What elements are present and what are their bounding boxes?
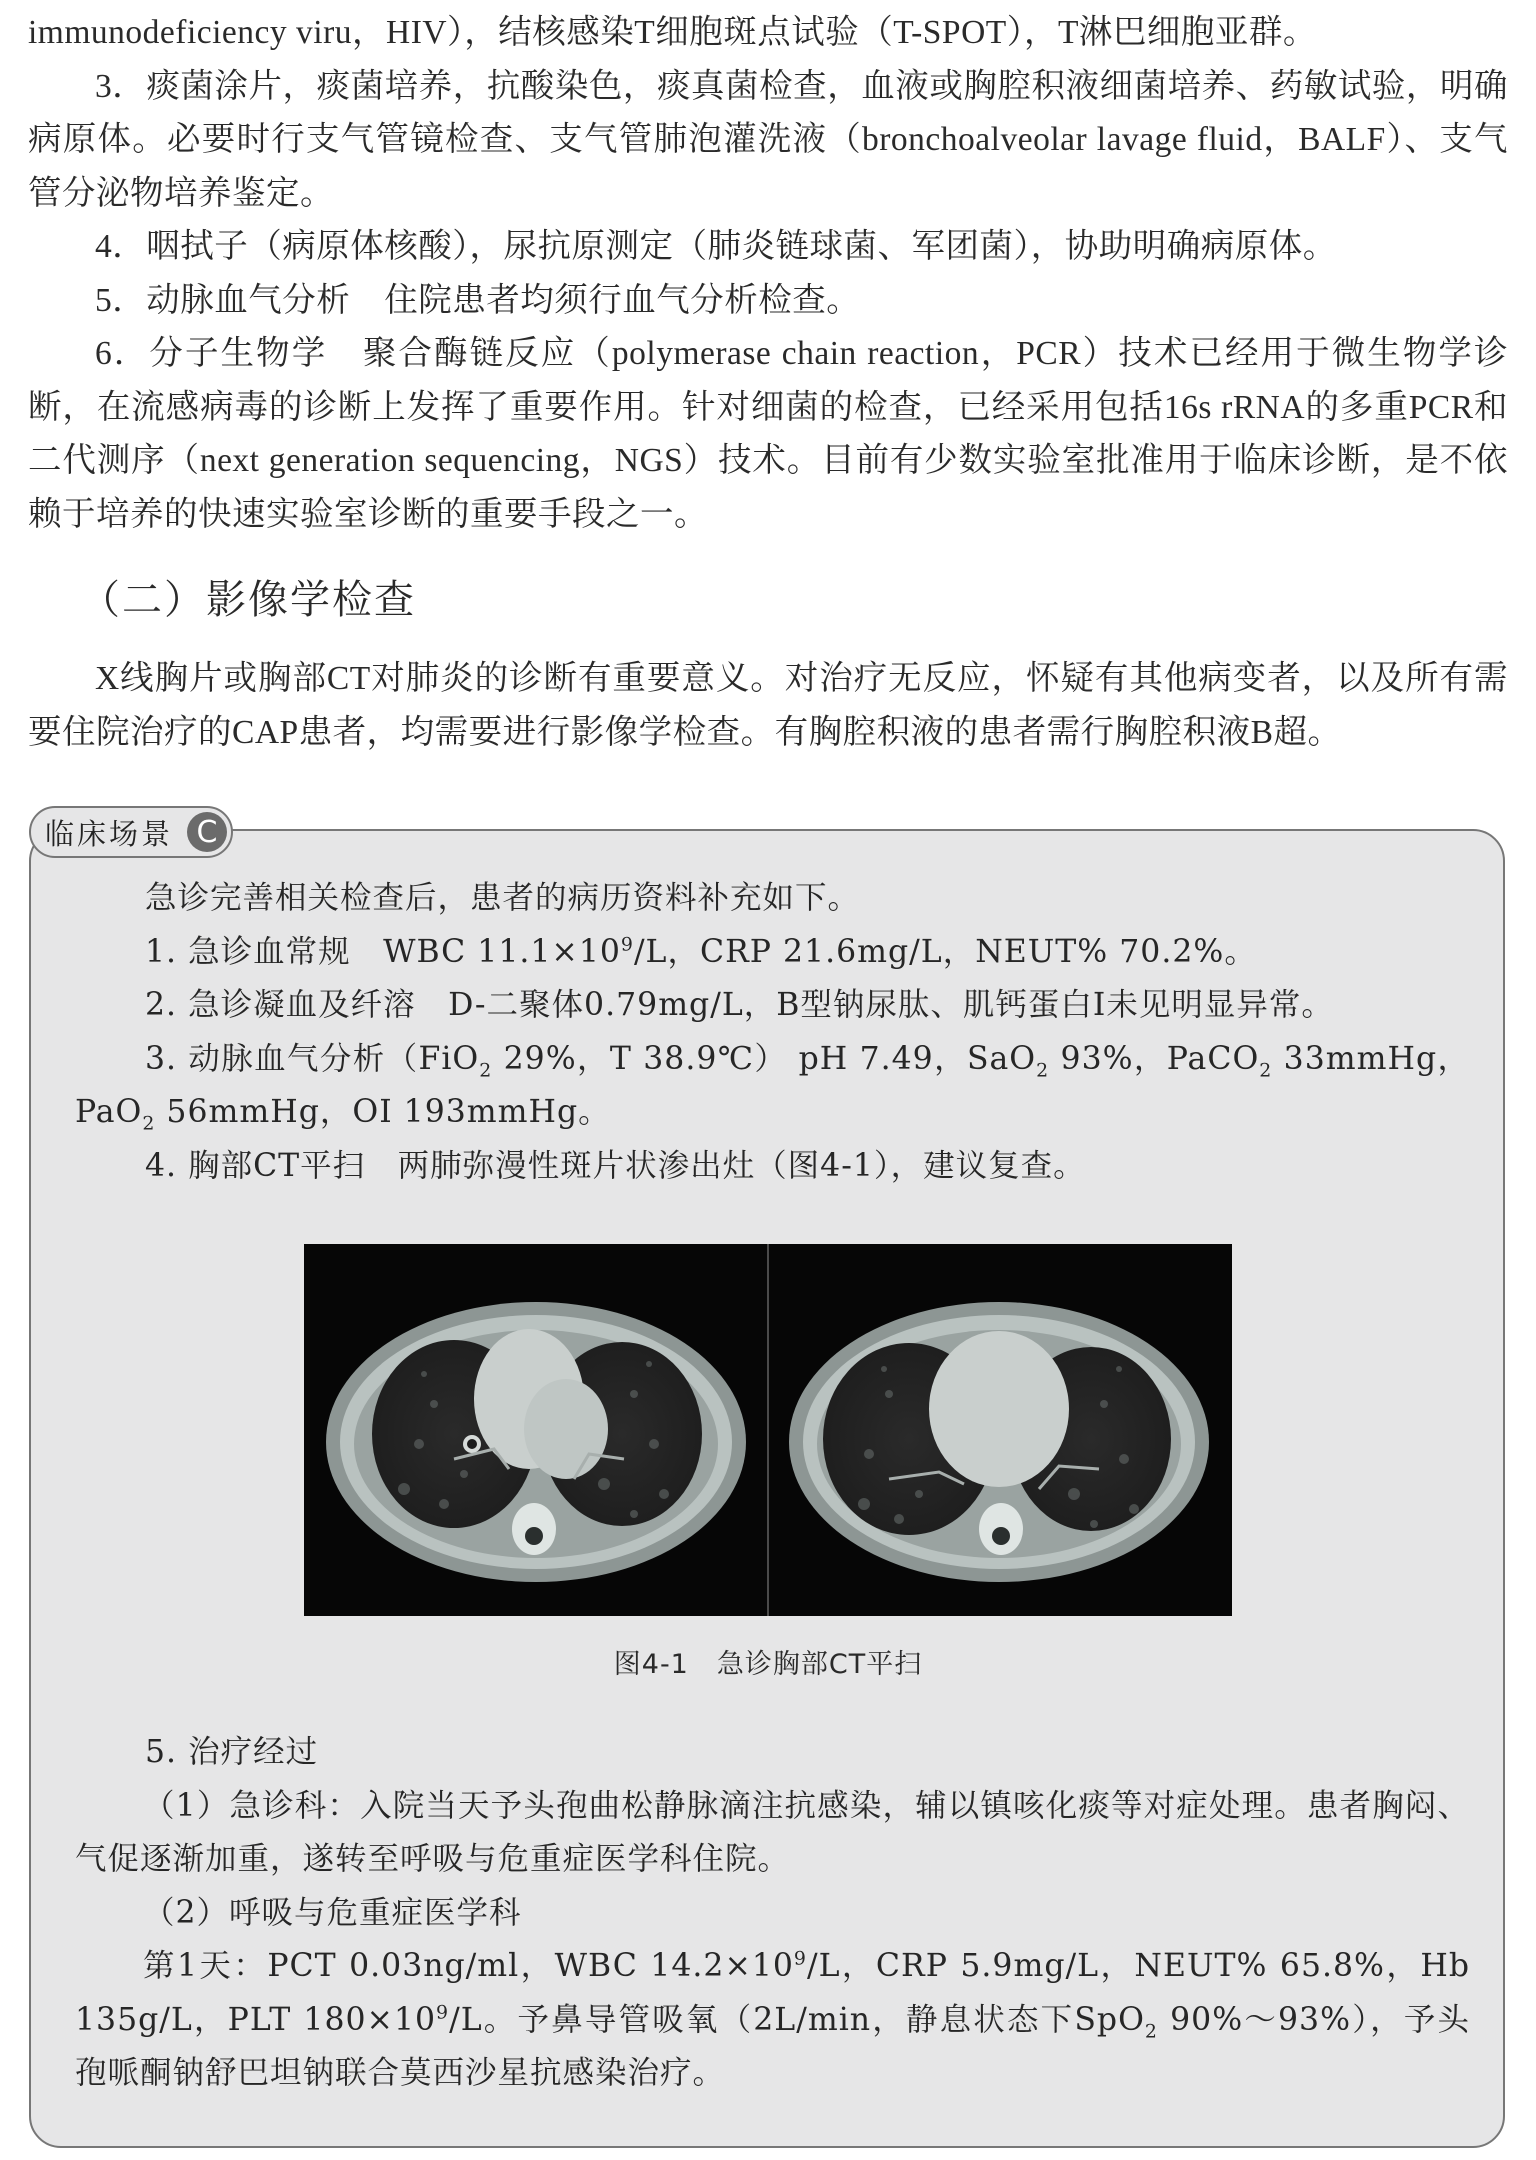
scenario-day-1: 第1天：PCT 0.03ng/ml，WBC $14.2\times 10^9/L$，CRP 5.9mg/L，NEUT% 65.8%，Hb 135g/L，PLT $180\times 10^9/L$。予鼻导管吸氧（2L/min，静息状态下SpO$_2$ 90%～93%），予头孢哌酮钠舒巴坦钠联合莫西沙星抗感染治疗。 [75, 1947, 1471, 2091]
scenario-item-3: 3. 动脉血气分析（FiO$_2$ 29%，T 38.9℃） pH 7.49，SaO$_2$ 93%，PaCO$_2$ 33mmHg，PaO$_2$ 56mmHg，OI 193mmHg。 [75, 1040, 1471, 1135]
scenario-tab [29, 806, 233, 858]
scenario-intro: 急诊完善相关检查后，患者的病历资料补充如下。 [145, 880, 861, 916]
paragraph-item-4: 4．咽拭子（病原体核酸），尿抗原测定（肺炎链球菌、军团菌），协助明确病原体。 [95, 228, 1337, 265]
imaging-paragraph: X线胸片或胸部CT对肺炎的诊断有重要意义。对治疗无反应，怀疑有其他病变者，以及所有需要住院治疗的CAP患者，均需要进行影像学检查。有胸腔积液的患者需行胸腔积液B超。 [28, 660, 1508, 751]
scenario-item-4: 4. 胸部CT平扫 两肺弥漫性斑片状渗出灶（图4-1），建议复查。 [145, 1147, 1086, 1184]
ct-scan-figure [304, 1244, 1232, 1616]
section-heading: （二）影像学检查 [80, 577, 416, 623]
scenario-item-5-2-title: （2）呼吸与危重症医学科 [143, 1894, 522, 1931]
ct-image-left [304, 1244, 767, 1616]
scenario-item-5-title: 5. 治疗经过 [145, 1734, 319, 1770]
paragraph-hiv: immunodeficiency viru，HIV），结核感染T细胞斑点试验（T-SPOT），T淋巴细胞亚群。 [28, 14, 1317, 51]
ct-scan-left [304, 1244, 767, 1616]
scenario-text-upper [75, 872, 1470, 1193]
imaging-paragraph-block [28, 652, 1508, 759]
figure-caption: 图4-1 急诊胸部CT平扫 [613, 1649, 923, 1680]
scenario-badge-c: C [187, 812, 227, 852]
scenario-text-lower [75, 1726, 1470, 2101]
scenario-item-2: 2. 急诊凝血及纤溶 D-二聚体0.79mg/L，B型钠尿肽、肌钙蛋白I未见明显异常。 [145, 987, 1334, 1023]
ct-image-right [769, 1244, 1232, 1616]
paragraph-item-5: 5．动脉血气分析 住院患者均须行血气分析检查。 [95, 281, 861, 319]
paragraph-item-3: 3．痰菌涂片，痰菌培养，抗酸染色，痰真菌检查，血液或胸腔积液细菌培养、药敏试验，明确病原体。必要时行支气管镜检查、支气管肺泡灌洗液（bronchoalveolar lavage fluid，BALF）、支气管分泌物培养鉴定。 [28, 67, 1508, 212]
paragraph-item-6: 6．分子生物学 聚合酶链反应（polymerase chain reaction，PCR）技术已经用于微生物学诊断，在流感病毒的诊断上发挥了重要作用。针对细菌的检查，已经采用包括16s rRNA的多重PCR和二代测序（next generation sequencing，NGS）技术。目前有少数实验室批准用于临床诊断，是不依赖于培养的快速实验室诊断的重要手段之一。 [28, 335, 1508, 533]
top-text-block [28, 6, 1508, 541]
ct-scan-right [769, 1244, 1232, 1616]
scenario-item-5-1: （1）急诊科：入院当天予头孢曲松静脉滴注抗感染，辅以镇咳化痰等对症处理。患者胸闷、气促逐渐加重，遂转至呼吸与危重症医学科住院。 [75, 1787, 1470, 1877]
scenario-item-1: 1. 急诊血常规 WBC $11.1\times 10^9/L$，CRP 21.6mg/L，NEUT% 70.2%。 [145, 933, 1257, 970]
scenario-tab-label: 临床场景 [45, 816, 174, 851]
